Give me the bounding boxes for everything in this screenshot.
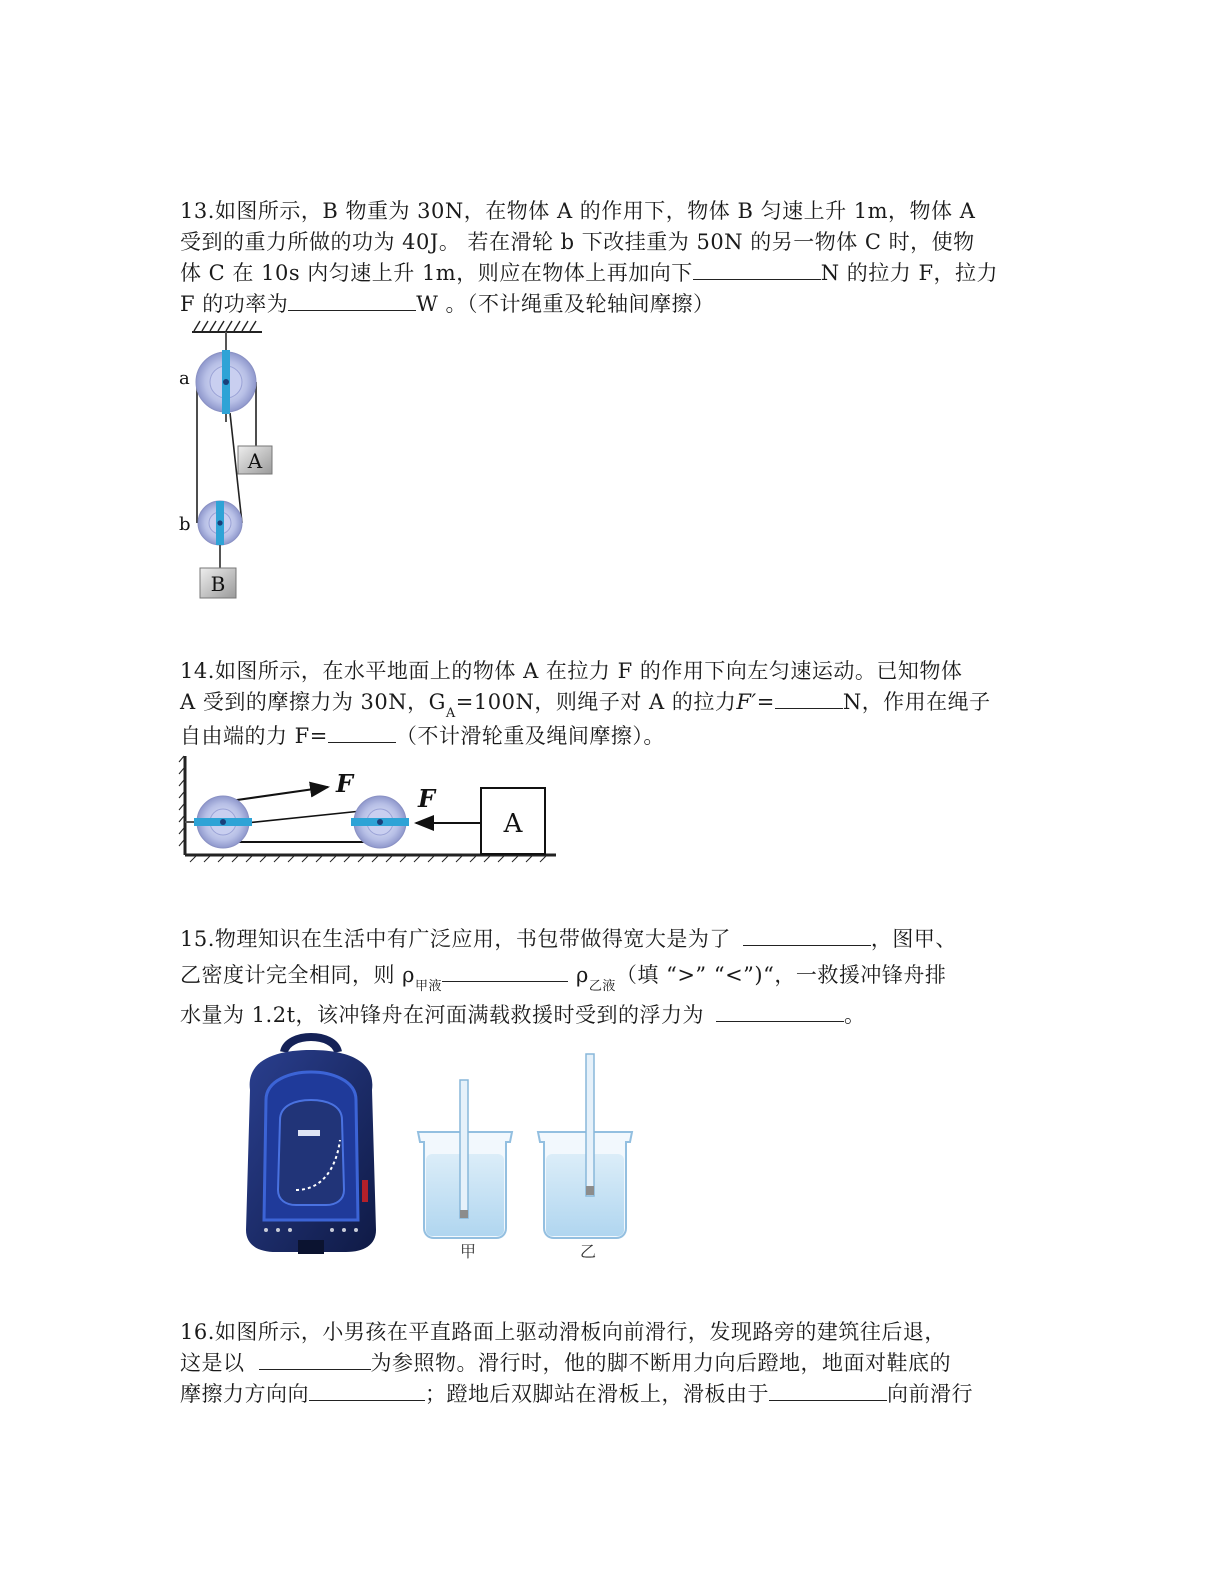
- q14-line-2-text: A 受到的摩擦力为 30N，G: [180, 690, 446, 714]
- q16-blank-direction[interactable]: [309, 1380, 425, 1401]
- q15-rho-yi: ρ: [576, 963, 589, 987]
- q16-line-2: [180, 1348, 1040, 1379]
- q13-line-4-text: F 的功率为: [180, 292, 289, 316]
- beaker-jia: [418, 1080, 512, 1261]
- q13-line-4: [180, 289, 1040, 320]
- q15-rho-yi-subscript: 乙液: [588, 979, 616, 994]
- q14-line-2-eq: =: [756, 690, 775, 714]
- q14-ga-subscript: A: [445, 706, 456, 721]
- pulley-b-label: b: [179, 514, 191, 535]
- pulley-a: [196, 350, 256, 414]
- pulley-system-figure: [170, 318, 290, 608]
- block-b-label: B: [210, 572, 226, 596]
- q13-line-4-tail: W 。（不计绳重及轮轴间摩擦）: [416, 292, 715, 316]
- q15-line-2-tail: （填 “>” “<”)“，一救援冲锋舟排: [615, 963, 947, 987]
- force-label-right: F: [418, 784, 436, 813]
- beaker-jia-label: 甲: [459, 1242, 477, 1261]
- wall: [179, 756, 185, 855]
- question-15: [180, 921, 1040, 1033]
- question-16: [180, 1317, 1040, 1410]
- beaker-yi-label: 乙: [579, 1242, 597, 1261]
- q14-f-prime: F′: [736, 690, 757, 714]
- q13-line-1: 13.如图所示，B 物重为 30N，在物体 A 的作用下，物体 B 匀速上升 1m，物体 A: [180, 199, 976, 223]
- q14-line-3: [180, 721, 1040, 752]
- block-b: [200, 568, 236, 598]
- pulley-a-label: a: [179, 368, 190, 389]
- block-a-horizontal-label: A: [503, 809, 523, 839]
- ground: [185, 855, 556, 862]
- ceiling-hatch: [192, 321, 262, 332]
- question-13: [180, 196, 1040, 320]
- q15-blank-compare[interactable]: [442, 961, 568, 982]
- q15-blank-purpose[interactable]: [743, 925, 871, 946]
- q15-line-3-text: 水量为 1.2t，该冲锋舟在河面满载救援时受到的浮力为: [180, 1003, 705, 1027]
- block-a: [238, 446, 272, 474]
- q16-blank-reference[interactable]: [259, 1349, 371, 1370]
- q15-line-2: [180, 957, 1040, 997]
- q13-line-3: [180, 258, 1040, 289]
- fixed-pulley: [194, 796, 252, 848]
- q14-line-2-mid: =100N，则绳子对 A 的拉力: [455, 690, 737, 714]
- q14-line-1: 14.如图所示，在水平地面上的物体 A 在拉力 F 的作用下向左匀速运动。已知物体: [180, 659, 963, 683]
- q15-line-1: [180, 921, 1040, 957]
- q14-blank-free-end-force[interactable]: [328, 722, 396, 743]
- q14-blank-rope-force[interactable]: [775, 688, 843, 709]
- q15-line-3-tail: 。: [844, 1003, 866, 1027]
- q13-line-3-text: 体 C 在 10s 内匀速上升 1m，则应在物体上再加向下: [180, 261, 693, 285]
- pulley-b: [198, 501, 242, 545]
- beaker-yi: [538, 1054, 632, 1261]
- q16-line-3-mid: ；蹬地后双脚站在滑板上，滑板由于: [425, 1382, 769, 1406]
- q13-blank-force[interactable]: [693, 259, 821, 280]
- block-a-horizontal: [481, 788, 545, 854]
- q14-line-3-text: 自由端的力 F=: [180, 724, 328, 748]
- q15-line-1-tail: ，图甲、: [870, 927, 957, 951]
- q15-line-1-text: 15.物理知识在生活中有广泛应用，书包带做得宽大是为了: [180, 927, 731, 951]
- q16-line-3-tail: 向前滑行: [887, 1382, 973, 1406]
- q15-rho-jia-subscript: 甲液: [415, 979, 443, 994]
- q14-line-2-tail: N，作用在绳子: [842, 690, 991, 714]
- force-label-upper: F: [336, 769, 354, 798]
- q16-line-2-text: 这是以: [180, 1351, 245, 1375]
- q15-line-3: [180, 997, 1040, 1033]
- backpack-image: [236, 1030, 386, 1258]
- q14-line-2: [180, 687, 1040, 721]
- hydrometer-figure: [410, 1050, 640, 1262]
- block-a-label: A: [247, 449, 263, 473]
- q16-line-3-text: 摩擦力方向向: [180, 1382, 309, 1406]
- q15-line-2-text: 乙密度计完全相同，则 ρ: [180, 963, 416, 987]
- horizontal-pulley-figure: [176, 752, 561, 867]
- q13-blank-power[interactable]: [288, 290, 416, 311]
- q16-line-2-tail: 为参照物。滑行时，他的脚不断用力向后蹬地，地面对鞋底的: [370, 1351, 951, 1375]
- movable-pulley: [351, 796, 409, 848]
- q15-blank-buoyancy[interactable]: [716, 1001, 844, 1022]
- q13-line-2: 受到的重力所做的功为 40J。 若在滑轮 b 下改挂重为 50N 的另一物体 C 时，使物: [180, 230, 975, 254]
- q13-line-3-tail: N 的拉力 F，拉力: [820, 261, 999, 285]
- q14-line-3-tail: （不计滑轮重及绳间摩擦）。: [395, 724, 665, 748]
- q16-line-1: 16.如图所示，小男孩在平直路面上驱动滑板向前滑行，发现路旁的建筑往后退，: [180, 1320, 946, 1344]
- q16-line-3: [180, 1379, 1040, 1410]
- q16-blank-inertia[interactable]: [769, 1380, 887, 1401]
- question-14: [180, 656, 1040, 752]
